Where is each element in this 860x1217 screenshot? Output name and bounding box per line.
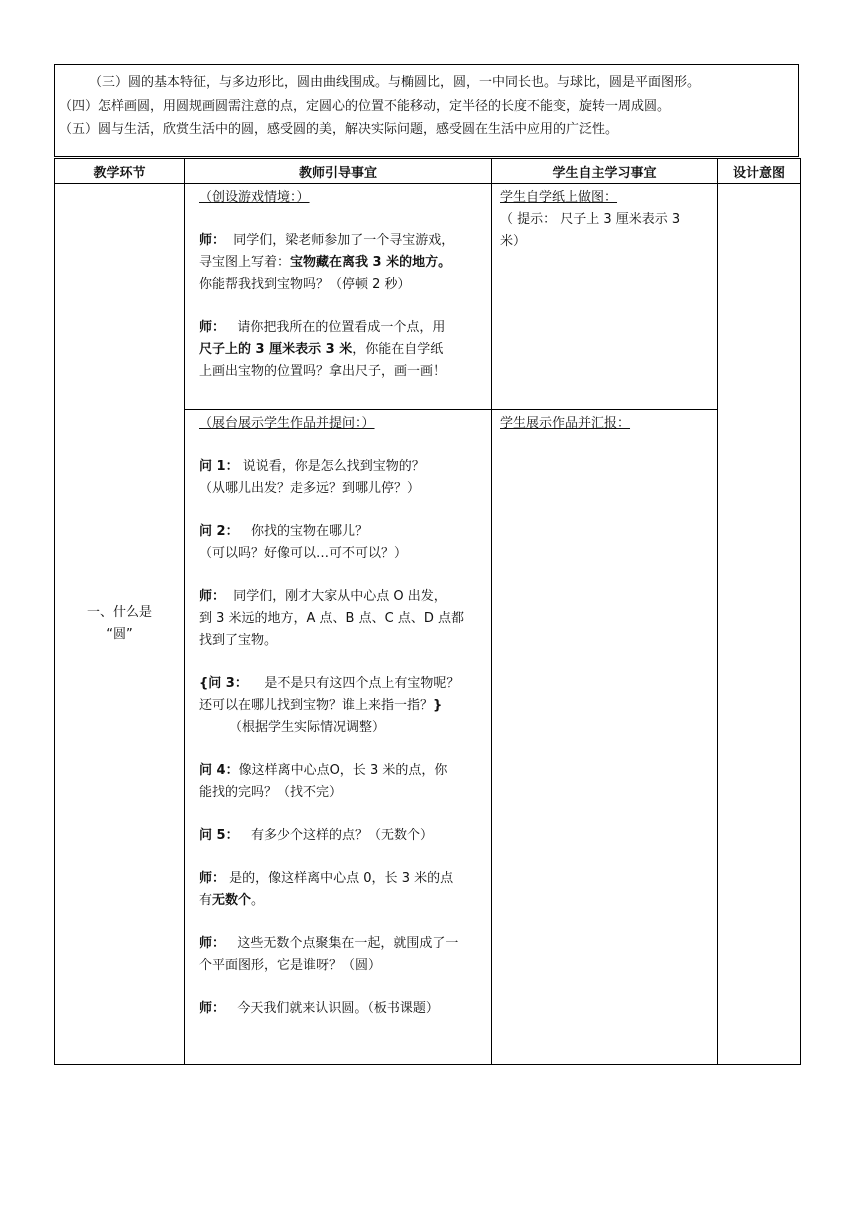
header-stage: 教学环节 [55,159,185,184]
teacher-heading: （创设游戏情境：） [199,190,310,205]
teacher-cell-row2: （展台展示学生作品并提问：） 问 1： 说说看，你是怎么找到宝物的？ （从哪儿出发？走多远？到哪儿停？） 问 2： 你找的宝物在哪儿？ （可以吗？好像可以…可不可以？） 师： 同学们，刚才大家从中心点 O 出发， 到 3 米远的地方，A 点、B 点、C 点、D 点都 找到了宝物。 {问 3： 是不是只有这四个点上有宝物呢？ 还可以在哪儿找到宝物？谁上来指一指？} （根据学生实际情况调整） 问 4：像这样离中心点O，长 3 米的点，你 能找的完吗？（找不完） 问 5： 有多少个这样的点？（无数个） 师： 是的，像这样离中心点 0，长 3 米的点 有无数个。 师： 这些无数个点聚集在一起，就围成了一 个平面图形，它是谁呀？（圆） 师： 今天我们就来认识圆。（板书课题） [185,410,492,1065]
stage-cell [55,184,185,1065]
objective-4: （四）怎样画圆，用圆规画圆需注意的点，定圆心的位置不能移动，定半径的长度不能变，旋转一周成圆。 [59,98,671,114]
student-hint: （ 提示： 尺子上 3 厘米表示 3 [500,212,681,227]
student-heading: 学生展示作品并汇报： [500,416,631,431]
table-row [55,184,801,410]
student-heading: 学生自学纸上做图： [500,190,618,205]
teacher-speech: 师： 今天我们就来认识圆。（板书课题） [199,1001,439,1016]
question-4: 问 4：像这样离中心点O，长 3 米的点，你 [199,763,448,778]
header-teacher: 教师引导事宜 [185,159,492,184]
teacher-speech: 师： 同学们，刚才大家从中心点 O 出发， [199,589,447,604]
objectives-box [54,64,799,157]
question-3: {问 3： 是不是只有这四个点上有宝物呢？ [199,676,460,691]
lesson-table [54,158,801,1065]
teacher-speech: 师： 同学们，梁老师参加了一个寻宝游戏， [199,233,455,248]
stage-label-line2: “圆” [106,627,133,642]
design-cell [718,184,801,1065]
stage-label-line1: 一、什么是 [86,605,152,620]
student-cell-row2 [492,410,718,1065]
teacher-speech: 师： 这些无数个点聚集在一起，就围成了一 [199,936,459,951]
header-student: 学生自主学习事宜 [492,159,718,184]
teacher-speech: 师： 是的，像这样离中心点 0，长 3 米的点 [199,871,454,886]
question-5: 问 5： 有多少个这样的点？（无数个） [199,828,433,843]
teacher-cell-row1: （创设游戏情境：） 师： 同学们，梁老师参加了一个寻宝游戏， 寻宝图上写着：宝物藏在离我 3 米的地方。 你能帮我找到宝物吗？（停顿 2 秒） 师： 请你把我所在的位置看成一个点，用 尺子上的 3 厘米表示 3 米，你能在自学纸 上画出宝物的位置吗？拿出尺子，画一画！ [185,184,492,410]
teacher-heading: （展台展示学生作品并提问：） [199,416,375,431]
question-2: 问 2： 你找的宝物在哪儿？ [199,524,368,539]
objective-3: （三）圆的基本特征，与多边形比，圆由曲线围成。与椭圆比，圆，一中同长也。与球比，圆是平面图形。 [89,75,701,90]
header-design: 设计意图 [718,159,801,184]
teacher-speech: 师： 请你把我所在的位置看成一个点，用 [199,320,446,335]
objective-5: （五）圆与生活，欣赏生活中的圆，感受圆的美，解决实际问题，感受圆在生活中应用的广泛性。 [59,122,619,137]
table-header-row [55,159,801,184]
student-cell-row1: 学生自学纸上做图： （ 提示： 尺子上 3 厘米表示 3 米） [492,184,718,410]
question-1: 问 1： 说说看，你是怎么找到宝物的？ [199,459,425,474]
